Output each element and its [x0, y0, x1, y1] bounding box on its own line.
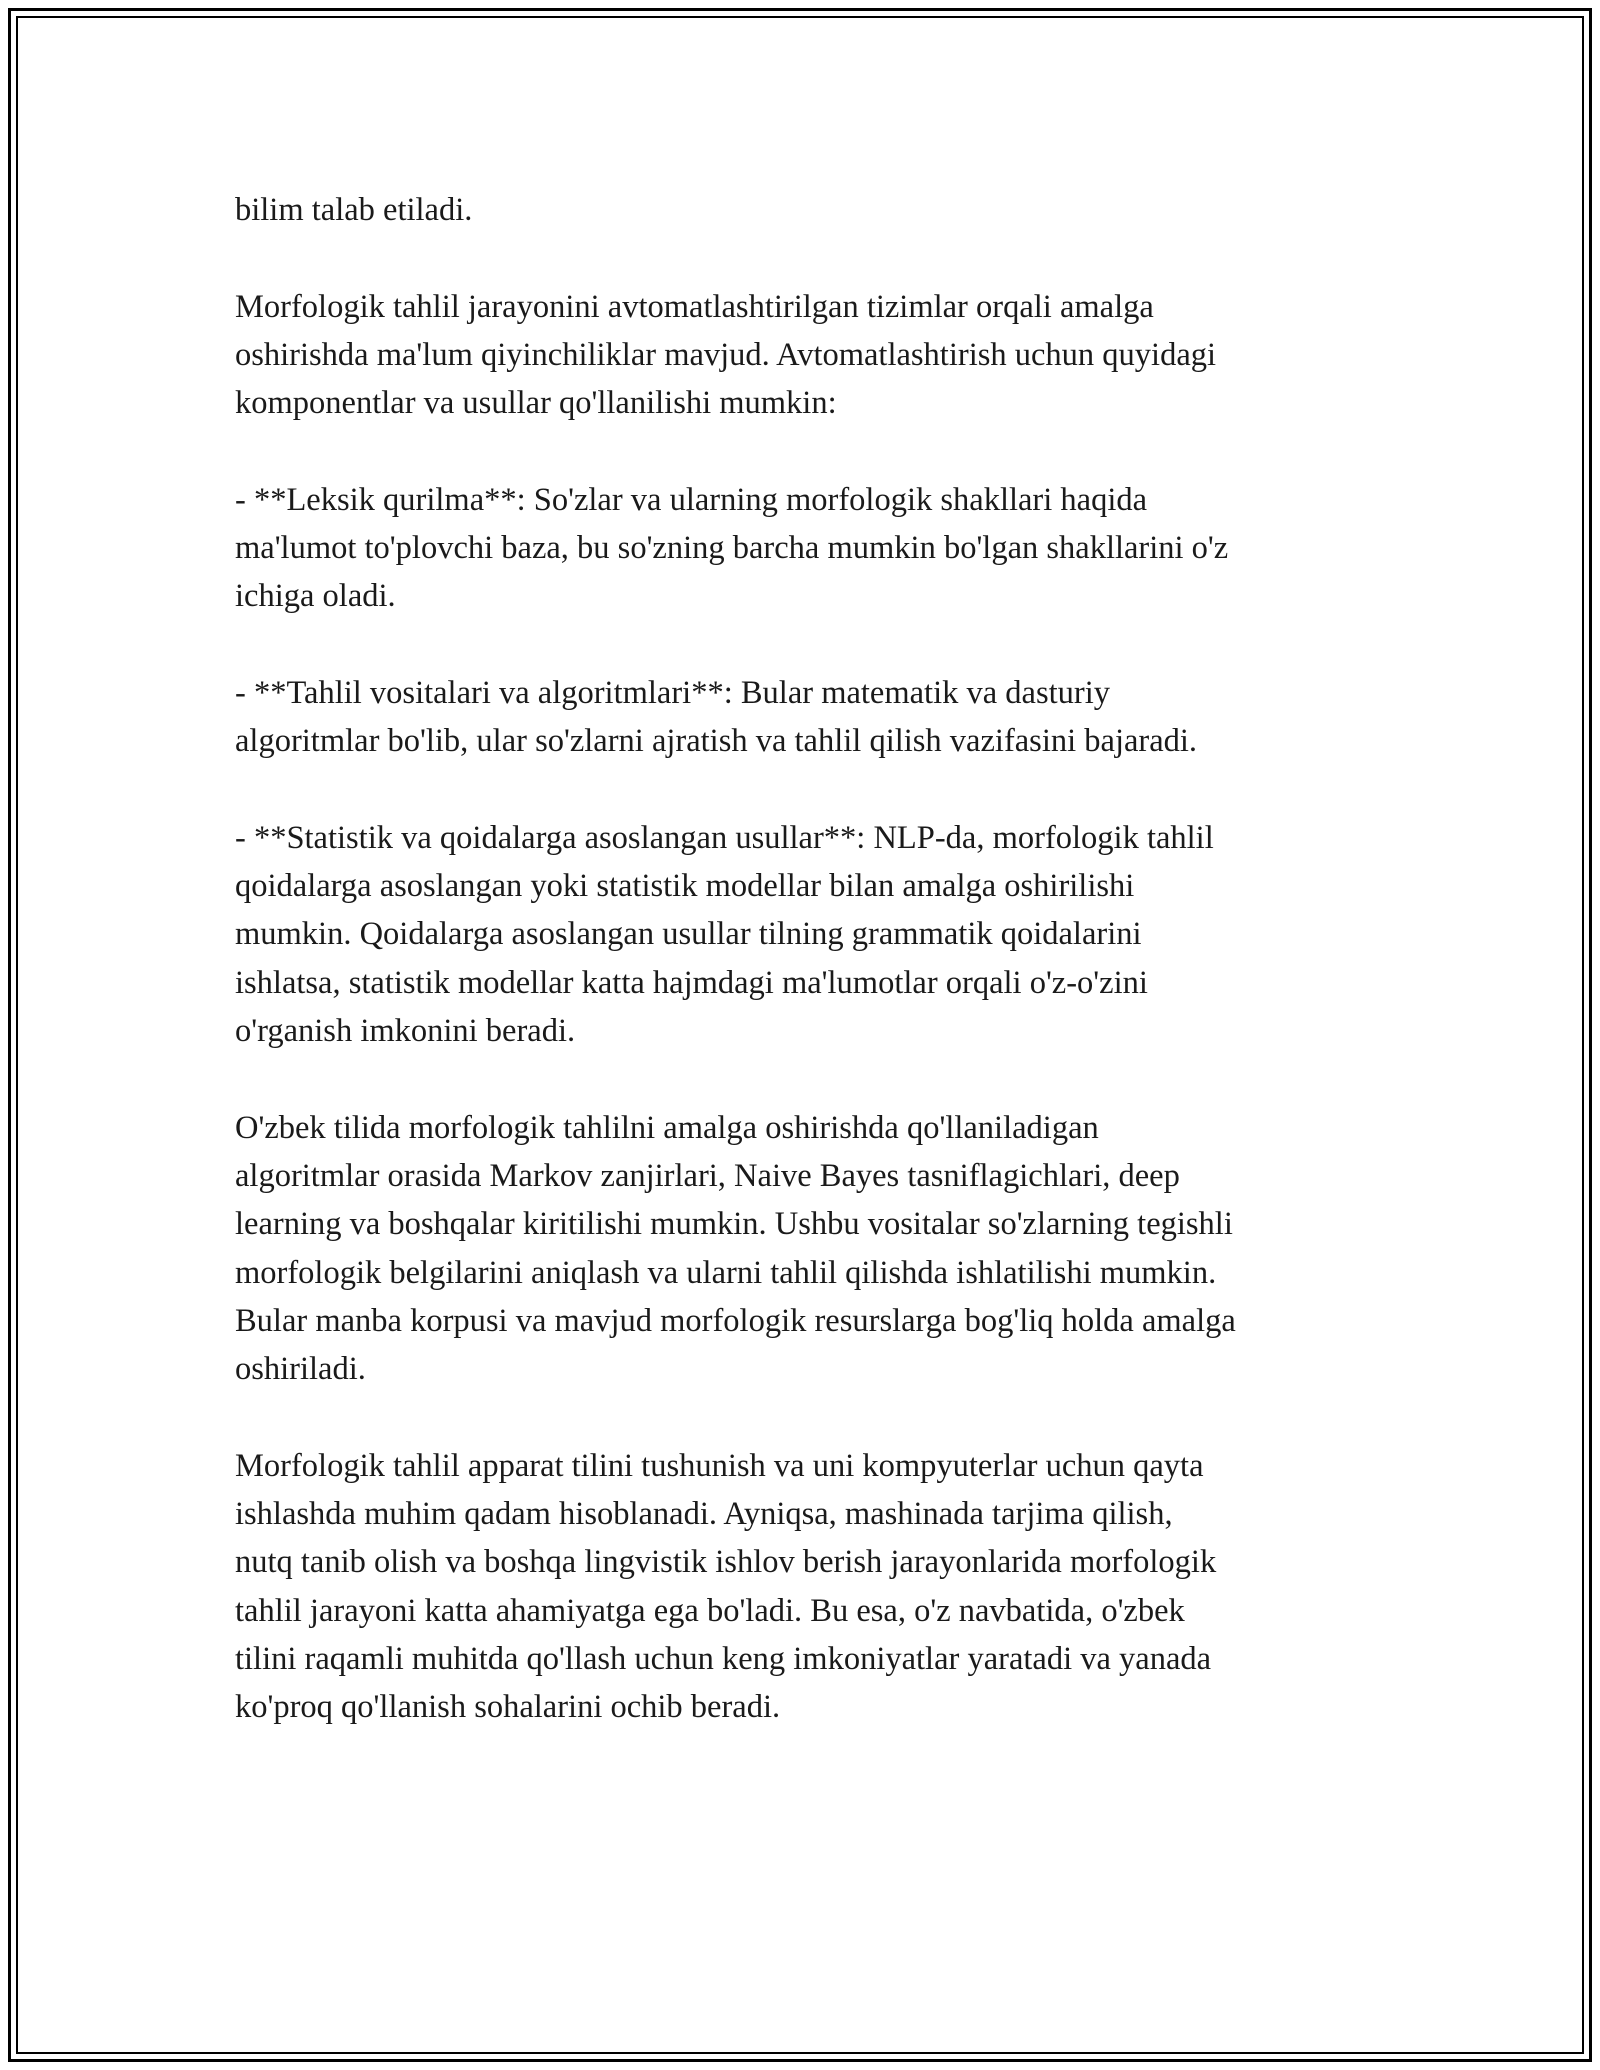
- list-item-statistical-methods: - **Statistik va qoidalarga asoslangan usullar**: NLP-da, morfologik tahlil qoidalarga asoslangan yoki statistik modellar bilan amalga oshirilishi mumkin. Qoidalarga asoslangan usullar tilning grammatik qoidalarini ishlatsa, statistik modellar katta hajmdagi ma'lumotlar orqali o'z-o'zini o'rganish imkonini beradi.: [235, 819, 1214, 1050]
- paragraph-uzbek-algorithms: O'zbek tilida morfologik tahlilni amalga oshirishda qo'llaniladigan algoritmlar orasida Markov zanjirlari, Naive Bayes tasniflagichlari, deep learning va boshqalar kiritilishi mumkin. Ushbu vositalar so'zlarning tegishli morfologik belgilarini aniqlash va ularni tahlil qilishda ishlatilishi mumkin. Bular manba korpusi va mavjud morfologik resurslarga bog'liq holda amalga oshiriladi.: [235, 1109, 1236, 1388]
- paragraph-conclusion: Morfologik tahlil apparat tilini tushunish va uni kompyuterlar uchun qayta ishlashda muhim qadam hisoblanadi. Ayniqsa, mashinada tarjima qilish, nutq tanib olish va boshqa lingvistik ishlov berish jarayonlarida morfologik tahlil jarayoni katta ahamiyatga ega bo'ladi. Bu esa, o'z navbatida, o'zbek tilini raqamli muhitda qo'llash uchun keng imkoniyatlar yaratadi va yanada ko'proq qo'llanish sohalarini ochib beradi.: [235, 1447, 1217, 1726]
- paragraph-automation-intro: Morfologik tahlil jarayonini avtomatlashtirilgan tizimlar orqali amalga oshirishda ma'lum qiyinchiliklar mavjud. Avtomatlashtirish uchun quyidagi komponentlar va usullar qo'llanilishi mumkin:: [235, 288, 1217, 422]
- paragraph-continuation: bilim talab etiladi.: [235, 192, 473, 228]
- list-item-analysis-tools: - **Tahlil vositalari va algoritmlari**: Bular matematik va dasturiy algoritmlar bo'lib, ular so'zlarni ajratish va tahlil qilish vazifasini bajaradi.: [235, 674, 1198, 760]
- document-body: [235, 186, 1365, 1780]
- list-item-lexical-device: - **Leksik qurilma**: So'zlar va ularning morfologik shakllari haqida ma'lumot to'plovchi baza, bu so'zning barcha mumkin bo'lgan shakllarini o'z ichiga oladi.: [235, 481, 1229, 615]
